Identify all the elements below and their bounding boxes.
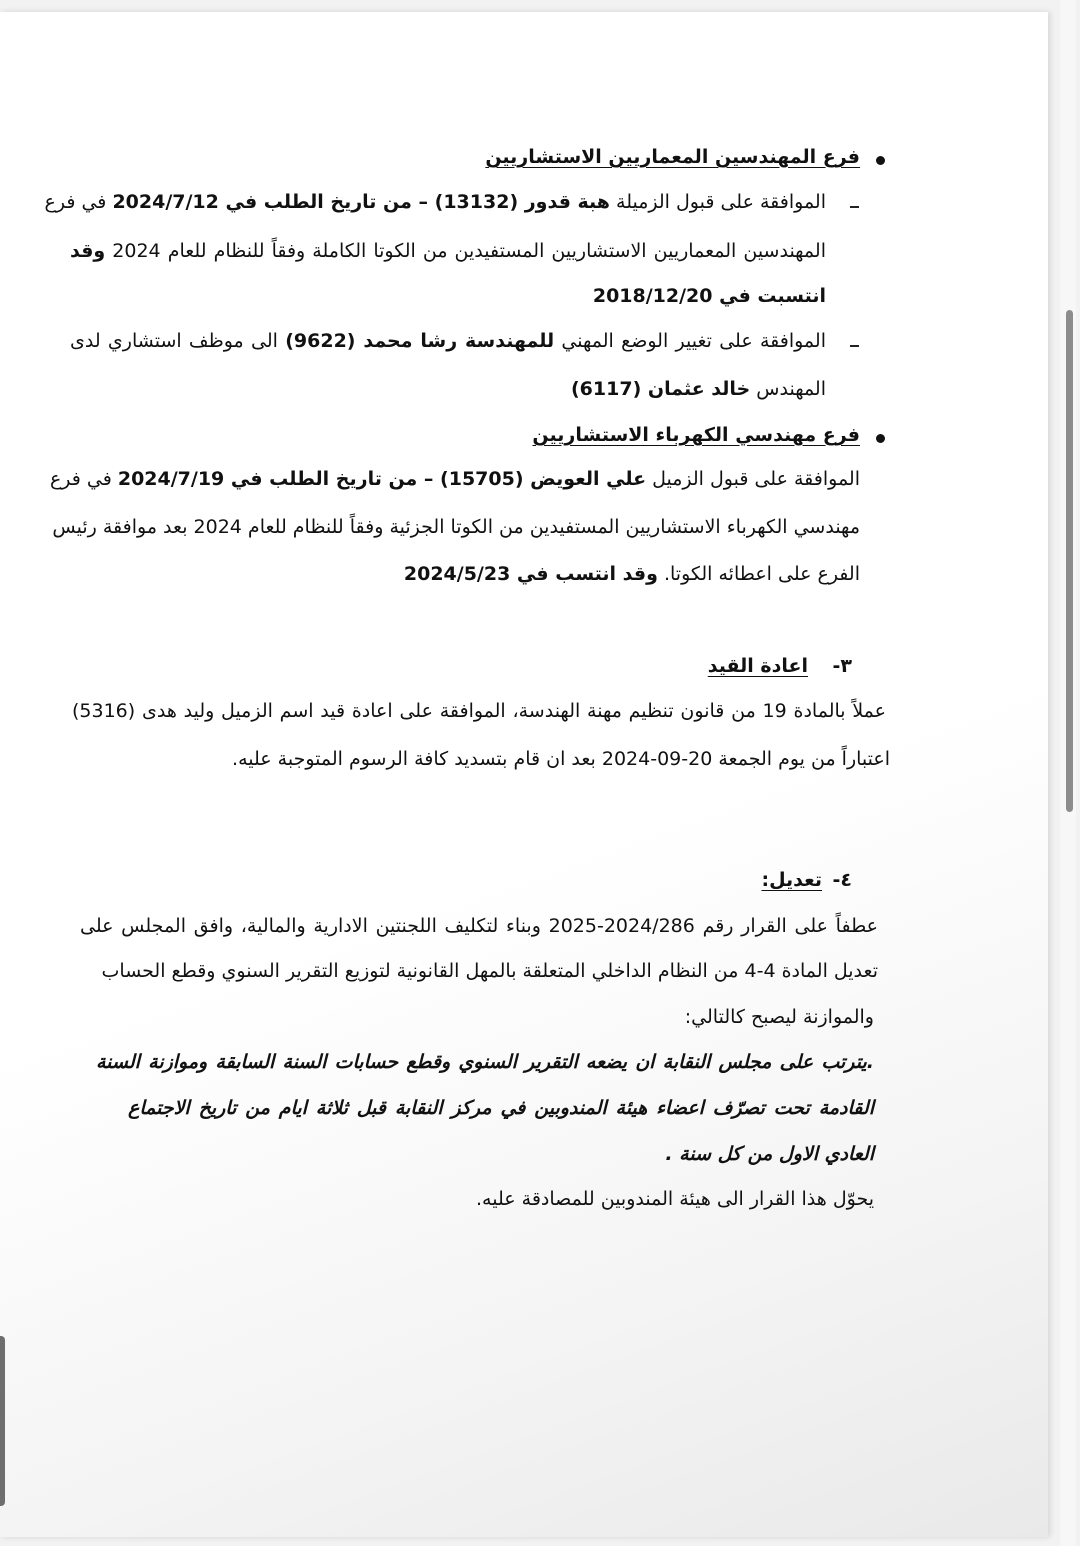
section4-quote-line1: .يترتب على مجلس النقابة ان يضعه التقرير السنوي وقطع حسابات السنة السابقة وموازنة السنة (96, 1051, 874, 1073)
electrical-line1: الموافقة على قبول الزميل علي العويض (15705) – من تاريخ الطلب في 2024/7/19 في فرع (49, 468, 860, 490)
section3-line1: عملاً بالمادة 19 من قانون تنظيم مهنة الهندسة، الموافقة على اعادة قيد اسم الزميل وليد هدى (5316) (72, 700, 886, 722)
page-edge-handle (0, 1336, 5, 1506)
section3-line2: اعتباراً من يوم الجمعة 20-09-2024 بعد ان قام بتسديد كافة الرسوم المتوجبة عليه. (232, 748, 890, 770)
bullet-icon (876, 156, 885, 165)
section3-title: اعادة القيد (707, 655, 808, 677)
dash-icon (850, 345, 859, 347)
section4-quote-line2: القادمة تحت تصرّف اعضاء هيئة المندوبين في مركز النقابة قبل ثلاثة ايام من تاريخ الاجتماع (128, 1097, 874, 1119)
bullet-icon (876, 434, 885, 443)
section4-number: ٤- (832, 869, 852, 891)
dash-icon (850, 206, 859, 208)
section4-title: تعديل: (761, 869, 822, 891)
section4-quote-line3: العادي الاول من كل سنة . (665, 1143, 874, 1165)
architects-item2-line1: الموافقة على تغيير الوضع المهني للمهندسة رشا محمد (9622) الى موظف استشاري لدى (70, 330, 826, 352)
scrollbar-thumb[interactable] (1066, 310, 1073, 812)
section4-line2: تعديل المادة 4-4 من النظام الداخلي المتعلقة بالمهل القانونية لتوزيع التقرير السنوي وقطع الحساب (101, 960, 878, 982)
section3-number: ٣- (832, 655, 852, 677)
architects-item1-line1: الموافقة على قبول الزميلة هبة قدور (13132) – من تاريخ الطلب في 2024/7/12 في فرع (44, 191, 826, 213)
architects-heading: فرع المهندسين المعماريين الاستشاريين (485, 146, 860, 168)
electrical-heading: فرع مهندسي الكهرباء الاستشاريين (532, 424, 860, 446)
closing-line: يحوّل هذا القرار الى هيئة المندوبين للمصادقة عليه. (476, 1188, 874, 1210)
architects-item1-line2: المهندسين المعماريين الاستشاريين المستفيدين من الكوتا الكاملة وفقاً للنظام للعام 2024 وقد (70, 240, 826, 262)
electrical-line3: الفرع على اعطائه الكوتا. وقد انتسب في 2024/5/23 (403, 563, 860, 585)
section4-line3: والموازنة ليصبح كالتالي: (684, 1006, 874, 1028)
architects-item2-line2: المهندس خالد عثمان (6117) (570, 378, 826, 400)
section4-line1: عطفاً على القرار رقم 2024/286-2025 وبناء لتكليف اللجنتين الادارية والمالية، وافق المجلس على (80, 915, 878, 937)
architects-item1-line3: انتسبت في 2018/12/20 (592, 285, 826, 307)
electrical-line2: مهندسي الكهرباء الاستشاريين المستفيدين من الكوتا الجزئية وفقاً للنظام للعام 2024 بعد موافقة رئيس (52, 516, 860, 538)
